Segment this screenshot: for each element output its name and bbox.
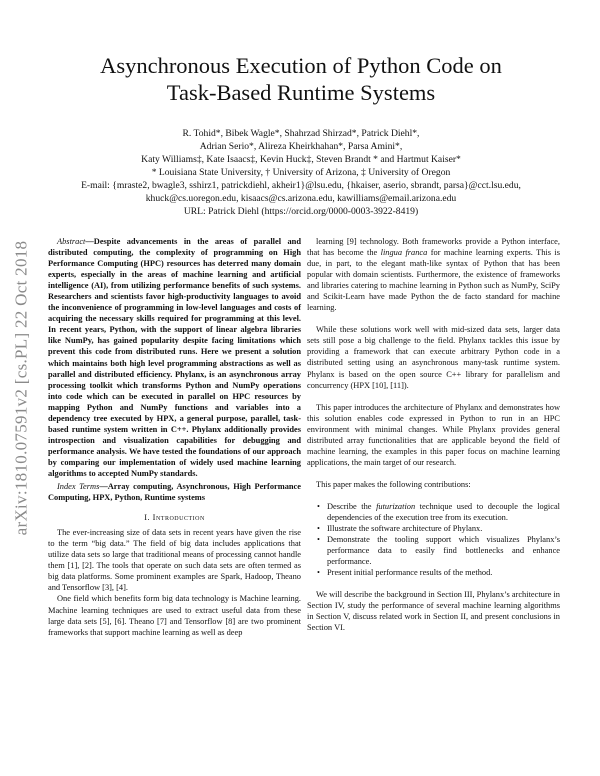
- abstract-text: —Despite advancements in the areas of parallel and distributed computing, the complexity of programming on High Performance Computing (HPC) resources has deterred many domain experts, especially in the areas of machine learning and artificial intelligence (AI), from utilizing performance benefits of such systems. Researchers and scientists favor high-productivity languages to avoid the inconvenience of programming in low-level languages and costs of acquiring the necessary skills required for programming at this level. In recent years, Python, with the support of linear algebra libraries like NumPy, has gained popularity despite facing limitations which prevent this code from distributed runs. Here we present a solution which maintains both high level programming abstractions as well as parallel and distributed efficiency. Phylanx, is an asynchronous array processing toolkit which transforms Python and NumPy operations into code which can be executed in parallel on HPC resources by mapping Python and NumPy functions and variables into a dependency tree executed by HPX, a general purpose, parallel, task-based runtime system written in C++. Phylanx additionally provides introspection and visualization capabilities for debugging and performance analysis. We have tested the foundations of our approach by comparing our implementation of widely used machine learning algorithms to accepted NumPy standards.: [48, 237, 301, 478]
- paragraph: The ever-increasing size of data sets in recent years have given the rise to the term “big data.” The field of big data includes applications that utilize data sets so large that traditional means of processing cannot handle them [1], [2]. The tools that operate on such data sets are often termed as big data platforms. Some prominent examples are Spark, Hadoop, Theano and Tensorflow [3], [4].: [48, 528, 301, 593]
- right-column: [307, 236, 560, 644]
- title-line-2: Task-Based Runtime Systems: [166, 80, 436, 105]
- paragraph-text: learning [9] technology. Both frameworks provide a Python interface, that has become the: [307, 237, 560, 258]
- paragraph: This paper makes the following contributions:: [316, 479, 471, 489]
- author-line: Adrian Serio*, Alireza Kheirkhahan*, Parsa Amini*,: [199, 141, 403, 152]
- author-block: [40, 127, 562, 218]
- paragraph: One field which benefits form big data technology is Machine learning. Machine learning techniques are used to extract useful data from these large data sets [5], [6]. Theano [7] and Tensorflow [8] are two prominent frameworks that support machine learning as well as deep: [48, 594, 301, 637]
- paragraph: [307, 236, 560, 313]
- author-line: Katy Williams‡, Kate Isaacs‡, Kevin Huck‡, Steven Brandt * and Hartmut Kaiser*: [141, 154, 461, 165]
- list-item: • Illustrate the software architecture of Phylanx.: [327, 523, 560, 534]
- abstract-label: Abstract: [57, 237, 86, 246]
- abstract: [48, 236, 301, 479]
- author-line: R. Tohid*, Bibek Wagle*, Shahrzad Shirzad*, Patrick Diehl*,: [182, 128, 420, 139]
- list-item: • Present initial performance results of the method.: [327, 567, 560, 578]
- italic-term: lingua franca: [380, 248, 428, 258]
- arxiv-stamp: [4, 188, 38, 588]
- index-terms-label: Index Terms: [57, 482, 100, 492]
- list-item-text: Describe the: [327, 501, 377, 511]
- left-column: [48, 236, 301, 638]
- paragraph: This paper introduces the architecture of Phylanx and demonstrates how this solution enables code expressed in Python to run in an HPC environment with minimal changes. While Phylanx provides general distributed array functionalities that are applicable beyond the field of machine learning, the examples in this paper focus on machine learning applications, the main target of our research.: [307, 402, 560, 467]
- url-line: URL: Patrick Diehl (https://orcid.org/0000-0003-3922-8419): [183, 206, 419, 217]
- index-terms: [48, 481, 301, 503]
- list-item-text: technique used to decouple the logical dependencies of the execution tree from its execution.: [327, 501, 561, 522]
- italic-term: futurization: [376, 501, 416, 511]
- paper-title: [40, 52, 562, 106]
- section-heading: I. Introduction: [144, 513, 205, 523]
- arxiv-stamp-text: arXiv:1810.07591v2 [cs.PL] 22 Oct 2018: [11, 240, 31, 536]
- index-terms-text: —Array computing, Asynchronous, High Performance Computing, HPX, Python, Runtime systems: [48, 482, 301, 503]
- contributions-list: [307, 501, 560, 578]
- affiliation-line: * Louisiana State University, † University of Arizona, ‡ University of Oregon: [151, 167, 451, 178]
- list-item: • Demonstrate the tooling support which visualizes Phylanx’s performance data to easily find bottlenecks and enhance performance.: [327, 534, 560, 567]
- title-line-1: Asynchronous Execution of Python Code on: [100, 53, 502, 78]
- list-item: [327, 501, 560, 523]
- paragraph-text: for machine learning experts. This is due, in part, to the elegant math-like syntax of Python that has been popular with domain scientists. Furthermore, the existence of frameworks and libraries catering to machine learning in Python such as NumPy, SciPy and Scikit-Learn have made Python the de facto standard for machine learning.: [307, 248, 560, 313]
- paragraph: We will describe the background in Section III, Phylanx’s architecture in Section IV, study the performance of several machine learning algorithms in Section V, discuss related work in Section II, and present conclusions in Section VI.: [307, 590, 560, 633]
- paragraph: While these solutions work well with mid-sized data sets, larger data sets still pose a big challenge to the field. Phylanx tackles this issue by providing a framework that can execute arbitrary Python code in a distributed setting using an asynchronous many-task runtime system. Phylanx is based on the open source C++ library for parallelism and concurrency (HPX [10], [11]).: [307, 325, 560, 390]
- email-line: E-mail: {mraste2, bwagle3, sshirz1, patrickdiehl, akheir1}@lsu.edu, {hkaiser, aserio, sbrandt, parsa}@cct.lsu.edu,: [81, 180, 521, 191]
- email-line: khuck@cs.uoregon.edu, kisaacs@cs.arizona.edu, kawilliams@email.arizona.edu: [145, 193, 457, 204]
